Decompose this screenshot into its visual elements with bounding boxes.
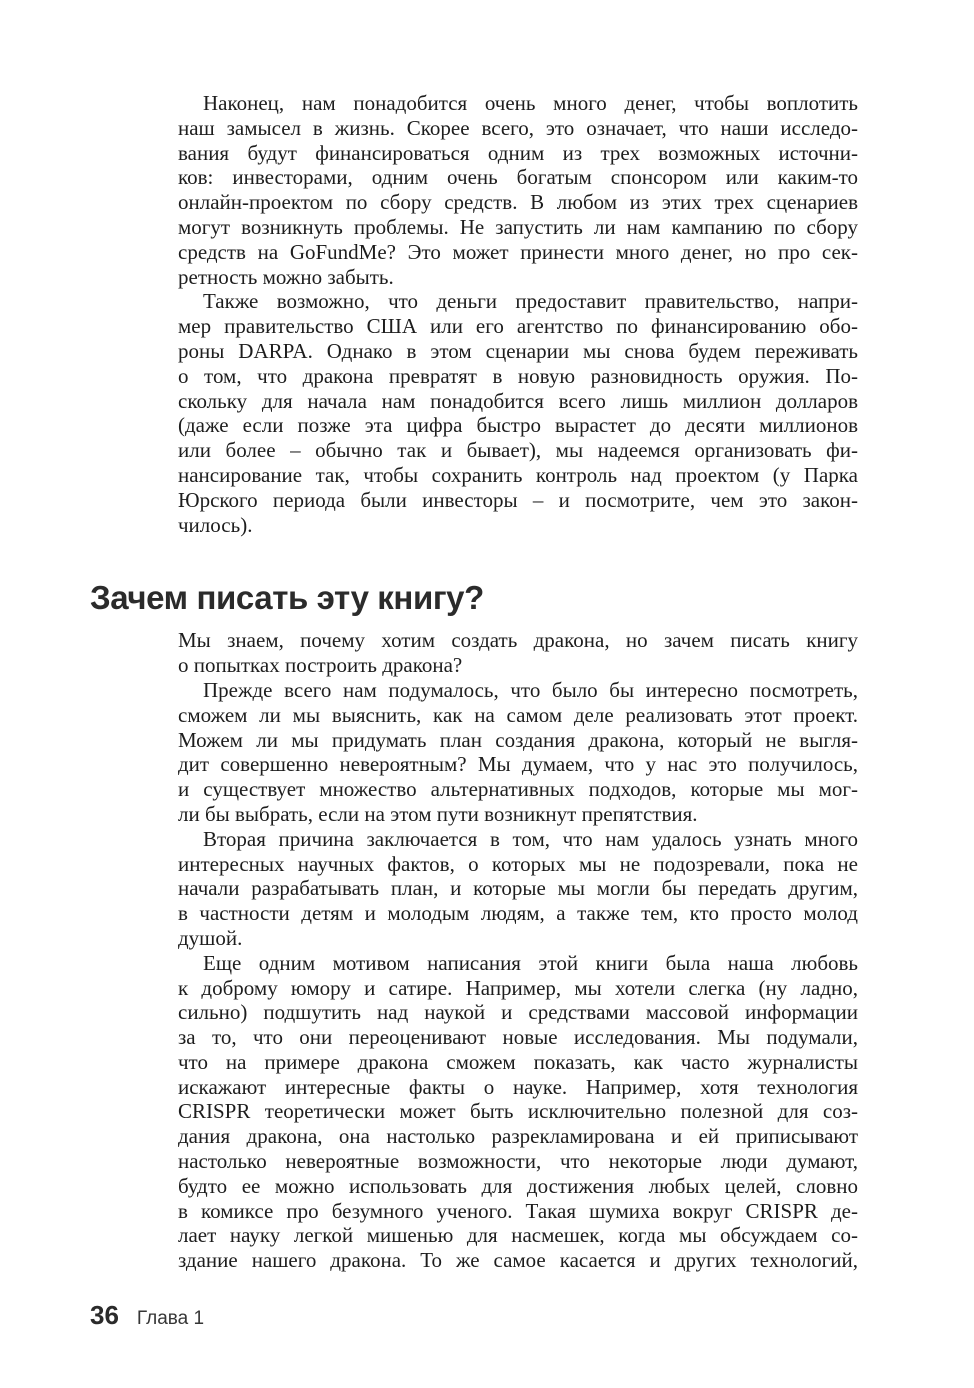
- text-line: нансирование так, чтобы сохранить контроль над проектом (у Парка: [178, 462, 858, 487]
- text-line: чилось).: [178, 512, 253, 537]
- page-content: [90, 91, 858, 1273]
- text-line: ков: инвесторами, одним очень богатым спонсором или каким-то: [178, 165, 858, 190]
- text-line: ли бы выбрать, если на этом пути возникнут препятствия.: [178, 801, 698, 826]
- paragraph: [178, 91, 858, 289]
- page-number: 36: [90, 1300, 119, 1330]
- text-line: будто ее можно использовать для достижения любых целей, словно: [178, 1173, 858, 1198]
- text-line: настолько невероятные возможности, что некоторые люди думают,: [178, 1149, 858, 1174]
- text-line: Мы знаем, почему хотим создать дракона, но зачем писать книгу: [178, 628, 858, 653]
- text-line: (даже если позже эта цифра быстро вырастет до десяти миллионов: [178, 413, 858, 438]
- text-line: за то, что они переоценивают новые исследования. Мы подумали,: [178, 1025, 858, 1050]
- text-line: искажают интересные факты о науке. Например, хотя технология: [178, 1074, 858, 1099]
- text-line: вания будут финансироваться одним из трех возможных источни-: [178, 140, 858, 165]
- text-line: сильно) подшутить над наукой и средствами массовой информации: [178, 1000, 858, 1025]
- text-line: Наконец, нам понадобится очень много денег, чтобы воплотить: [203, 91, 858, 115]
- text-line: о попытках построить дракона?: [178, 653, 463, 678]
- text-line: Вторая причина заключается в том, что нам удалось узнать много: [203, 826, 858, 851]
- paragraph: [178, 951, 858, 1273]
- paragraph: [178, 628, 858, 678]
- text-line: Можем ли мы придумать план создания дракона, который не выгля-: [178, 727, 858, 752]
- text-line: сможем ли мы выяснить, как на самом деле реализовать этот проект.: [178, 702, 858, 727]
- text-line: средств на GoFundMe? Это может принести много денег, но про сек-: [178, 239, 858, 264]
- text-line: начали разрабатывать план, и которые мы могли бы передать другим,: [178, 876, 858, 901]
- text-line: интересных научных фактов, о которых мы не подозревали, пока не: [178, 851, 858, 876]
- text-line: Прежде всего нам подумалось, что было бы интересно посмотреть,: [203, 677, 858, 702]
- text-line: скольку для начала нам понадобится всего лишь миллион долларов: [178, 388, 858, 413]
- text-line: могут возникнуть проблемы. Не запустить ли нам кампанию по сбору: [178, 214, 858, 239]
- paragraph: [178, 678, 858, 827]
- text-line: в частности детям и молодым людям, а также тем, кто просто молод: [178, 901, 858, 926]
- text-line: здание нашего дракона. То же самое касается и других технологий,: [178, 1248, 858, 1273]
- text-line: и существует множество альтернативных подходов, которые мы мог-: [178, 777, 858, 802]
- text-line: дит совершенно невероятным? Мы думаем, что у нас это получилось,: [178, 752, 858, 777]
- text-line: наш замысел в жизнь. Скорее всего, это означает, что наши исследо-: [178, 115, 858, 140]
- text-line: CRISPR теоретически может быть исключительно полезной для соз-: [178, 1099, 858, 1124]
- text-line: ретность можно забыть.: [178, 264, 394, 289]
- text-line: онлайн-проектом по сбору средств. В любом из этих трех сценариев: [178, 190, 858, 215]
- page-footer: [90, 1300, 204, 1331]
- paragraph: [178, 827, 858, 951]
- text-line: Также возможно, что деньги предоставит правительство, напри-: [203, 289, 858, 314]
- text-line: или более – обычно так и бывает), мы надеемся организовать фи-: [178, 438, 858, 463]
- text-line: роны DARPA. Однако в этом сценарии мы снова будем переживать: [178, 338, 858, 363]
- text-line: душой.: [178, 925, 243, 950]
- text-line: к доброму юмору и сатире. Например, мы хотели слегка (ну ладно,: [178, 975, 858, 1000]
- text-line: мер правительство США или его агентство по финансированию обо-: [178, 314, 858, 339]
- text-line: Еще одним мотивом написания этой книги была наша любовь: [203, 950, 858, 975]
- text-line: лает науку легкой мишенью для насмешек, когда мы обсуждаем со-: [178, 1223, 858, 1248]
- text-line: что на примере дракона сможем показать, как часто журналисты: [178, 1049, 858, 1074]
- text-line: о том, что дракона превратят в новую разновидность оружия. По-: [178, 363, 858, 388]
- paragraph: [178, 289, 858, 537]
- text-line: Юрского периода были инвесторы – и посмотрите, чем это закон-: [178, 487, 858, 512]
- text-line: дания дракона, она настолько разрекламирована и ей приписывают: [178, 1124, 858, 1149]
- chapter-label: Глава 1: [136, 1308, 205, 1329]
- text-line: в комиксе про безумного ученого. Такая шумиха вокруг CRISPR де-: [178, 1198, 858, 1223]
- section-heading: Зачем писать эту книгу?: [90, 579, 484, 617]
